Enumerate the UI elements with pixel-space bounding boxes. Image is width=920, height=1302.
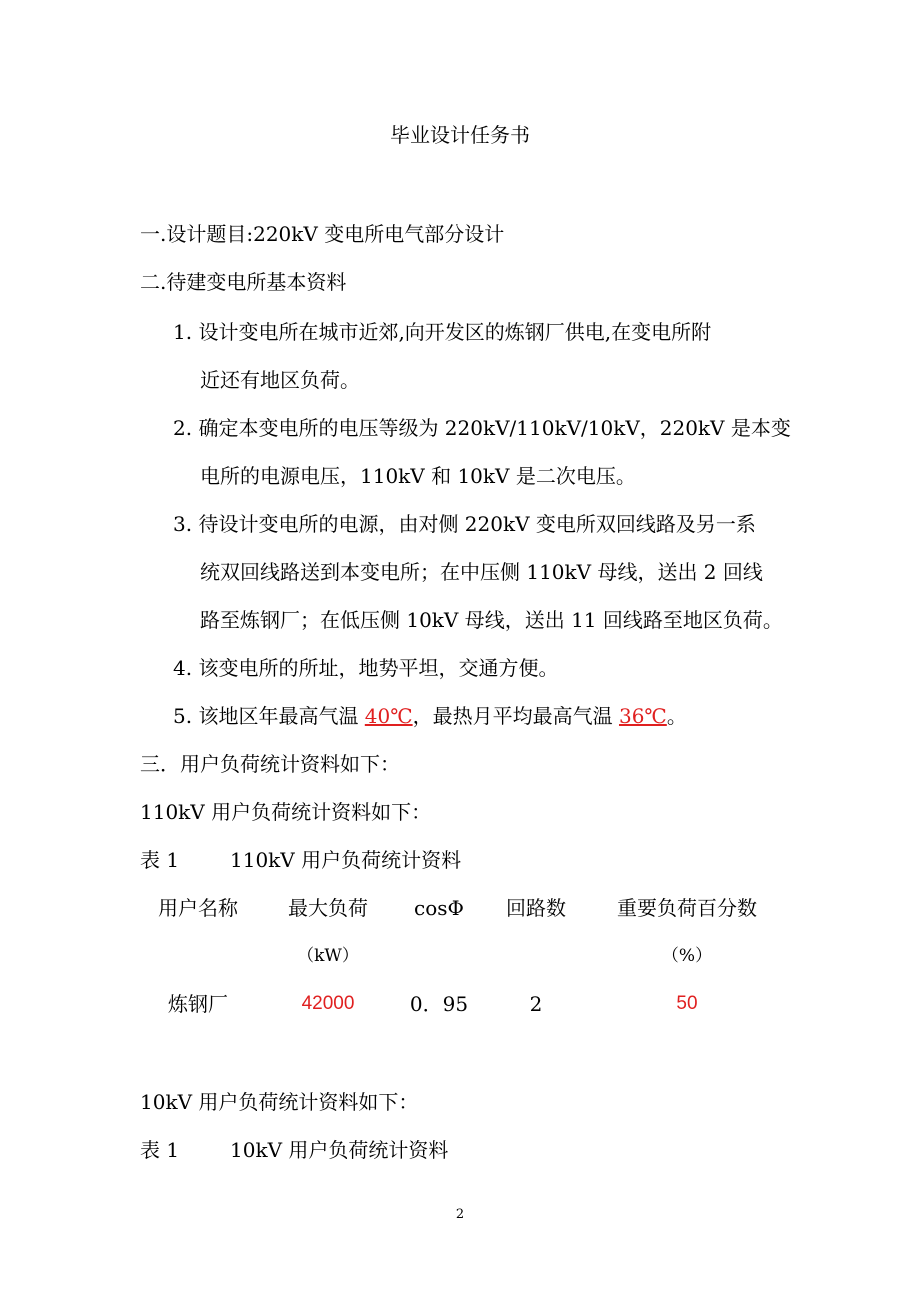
- document-title: 毕业设计任务书: [390, 123, 530, 147]
- table-1-caption-label: 表 1: [140, 848, 180, 872]
- item-3-line-2: 统双回线路送到本变电所；在中压侧 110kV 母线，送出 2 回线: [200, 560, 763, 584]
- section-1-heading: 一.设计题目:220kV 变电所电气部分设计: [140, 222, 505, 246]
- table-cell-cos-phi: 0．95: [409, 992, 469, 1016]
- item-2-line-2: 电所的电源电压，110kV 和 10kV 是二次电压。: [200, 464, 636, 488]
- item-1-line-2: 近还有地区负荷。: [200, 368, 360, 392]
- table-cell-important-load-percent: 50: [676, 993, 698, 1014]
- item-4-line-1: 4. 该变电所的所址，地势平坦，交通方便。: [173, 656, 559, 680]
- subheading-110kv: 110kV 用户负荷统计资料如下：: [140, 800, 432, 824]
- section-3-heading: 三．用户负荷统计资料如下：: [140, 752, 400, 776]
- table-header-unit-kw: （kW）: [297, 946, 359, 966]
- item-3-line-1: 3. 待设计变电所的电源，由对侧 220kV 变电所双回线路及另一系: [173, 512, 756, 536]
- table-2-caption-label: 表 1: [140, 1138, 180, 1162]
- max-temperature-value: 40℃: [364, 704, 413, 728]
- item-2-line-1: 2. 确定本变电所的电压等级为 220kV/110kV/10kV，220kV 是本变: [173, 416, 791, 440]
- item-3-line-3: 路至炼钢厂；在低压侧 10kV 母线，送出 11 回线路至地区负荷。: [200, 608, 783, 632]
- item-5-line: [173, 702, 687, 730]
- avg-temperature-value: 36℃: [618, 704, 667, 728]
- table-header-important-load-percent: 重要负荷百分数: [617, 896, 757, 920]
- section-2-heading: 二.待建变电所基本资料: [140, 270, 347, 294]
- page-number: 2: [455, 1207, 465, 1222]
- table-2-caption-text: 10kV 用户负荷统计资料: [230, 1138, 449, 1162]
- table-cell-user-name: 炼钢厂: [168, 992, 228, 1016]
- table-header-max-load: 最大负荷: [288, 896, 368, 920]
- table-cell-circuits: 2: [529, 992, 543, 1016]
- table-header-cos-phi: cosΦ: [414, 896, 464, 920]
- item-5-prefix: 5. 该地区年最高气温: [173, 704, 365, 728]
- item-5-suffix: 。: [666, 704, 687, 728]
- table-header-user-name: 用户名称: [158, 896, 238, 920]
- table-header-unit-percent: （%）: [661, 946, 713, 966]
- subheading-10kv: 10kV 用户负荷统计资料如下：: [140, 1090, 419, 1114]
- table-cell-max-load: 42000: [301, 993, 355, 1014]
- table-header-circuits: 回路数: [506, 896, 566, 920]
- item-1-line-1: 1. 设计变电所在城市近郊,向开发区的炼钢厂供电,在变电所附: [173, 320, 712, 344]
- item-5-middle: ，最热月平均最高气温: [412, 704, 619, 728]
- table-1-caption-text: 110kV 用户负荷统计资料: [230, 848, 462, 872]
